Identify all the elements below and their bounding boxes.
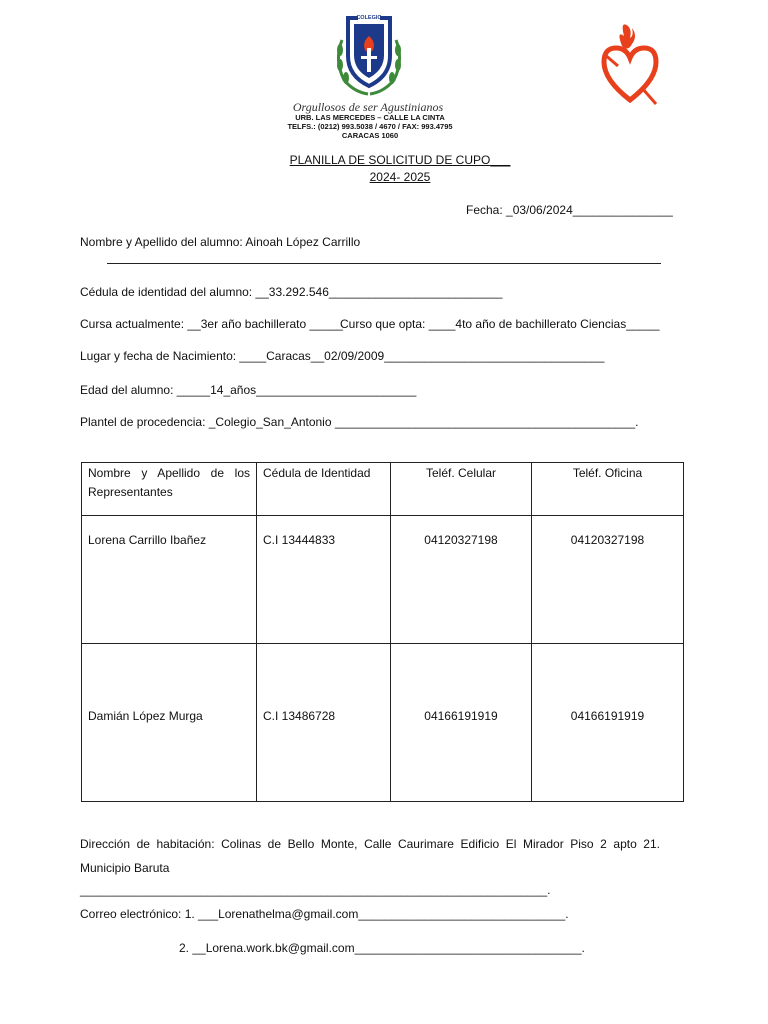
- rep-office-phone[interactable]: 04120327198: [570, 532, 645, 547]
- form-year: 2024- 2025: [369, 170, 431, 184]
- rep-office-phone[interactable]: 04166191919: [570, 708, 645, 723]
- school-phones: TELFS.: (0212) 993.5038 / 4670 / FAX: 993.4795: [287, 122, 453, 131]
- representatives-table: [81, 462, 684, 802]
- table-row: [82, 644, 684, 802]
- rep-cell-phone[interactable]: 04120327198: [424, 532, 498, 547]
- home-address-field[interactable]: Dirección de habitación: Colinas de Bello Monte, Calle Caurimare Edificio El Mirador Piso 2 apto 21. Municipio Baruta: [80, 837, 660, 875]
- flaming-heart-logo: [598, 18, 662, 106]
- table-header-row: [82, 463, 684, 516]
- email-field-1[interactable]: Correo electrónico: 1. ___Lorenathelma@gmail.com_______________________________.: [80, 907, 569, 921]
- rep-name[interactable]: Damián López Murga: [88, 708, 203, 723]
- header-name: Nombre y Apellido de los Representantes: [82, 463, 257, 516]
- student-id-field[interactable]: Cédula de identidad del alumno: __33.292.546__________________________: [80, 285, 503, 299]
- requested-grade-field[interactable]: Curso que opta: ____4to año de bachillerato Ciencias_____: [340, 317, 660, 331]
- previous-school-field[interactable]: Plantel de procedencia: _Colegio_San_Antonio _____________________________________________.: [80, 415, 639, 429]
- school-motto: Orgullosos de ser Agustinianos: [292, 100, 444, 114]
- fecha-field[interactable]: Fecha: _03/06/2024_______________: [466, 203, 673, 217]
- rep-id[interactable]: C.I 13486728: [263, 708, 336, 723]
- name-underline: [107, 263, 661, 264]
- student-age-field[interactable]: Edad del alumno: _____14_años________________________: [80, 383, 417, 397]
- email-field-2[interactable]: 2. __Lorena.work.bk@gmail.com__________________________________.: [179, 941, 585, 955]
- current-grade-field[interactable]: Cursa actualmente: __3er año bachillerato _____: [80, 317, 343, 331]
- school-address: URB. LAS MERCEDES – CALLE LA CINTA: [295, 113, 445, 122]
- rep-id[interactable]: C.I 13444833: [263, 532, 336, 547]
- rep-cell-phone[interactable]: 04166191919: [424, 708, 498, 723]
- form-title: PLANILLA DE SOLICITUD DE CUPO___: [289, 153, 511, 167]
- student-name-field[interactable]: Nombre y Apellido del alumno: Ainoah López Carrillo: [80, 235, 361, 249]
- school-city: CARACAS 1060: [341, 131, 399, 140]
- header-id: Cédula de Identidad: [257, 463, 391, 516]
- birth-place-date-field[interactable]: Lugar y fecha de Nacimiento: ____Caracas__02/09/2009_________________________________: [80, 349, 605, 363]
- home-address-line: ______________________________________________________________________.: [80, 883, 551, 897]
- school-crest-logo: [332, 10, 406, 96]
- crest-text: COLEGIO: [356, 15, 382, 21]
- rep-name[interactable]: Lorena Carrillo Ibañez: [88, 532, 207, 547]
- header-cell-phone: Teléf. Celular: [391, 463, 532, 516]
- header-office-phone: Teléf. Oficina: [532, 463, 684, 516]
- table-row: [82, 516, 684, 644]
